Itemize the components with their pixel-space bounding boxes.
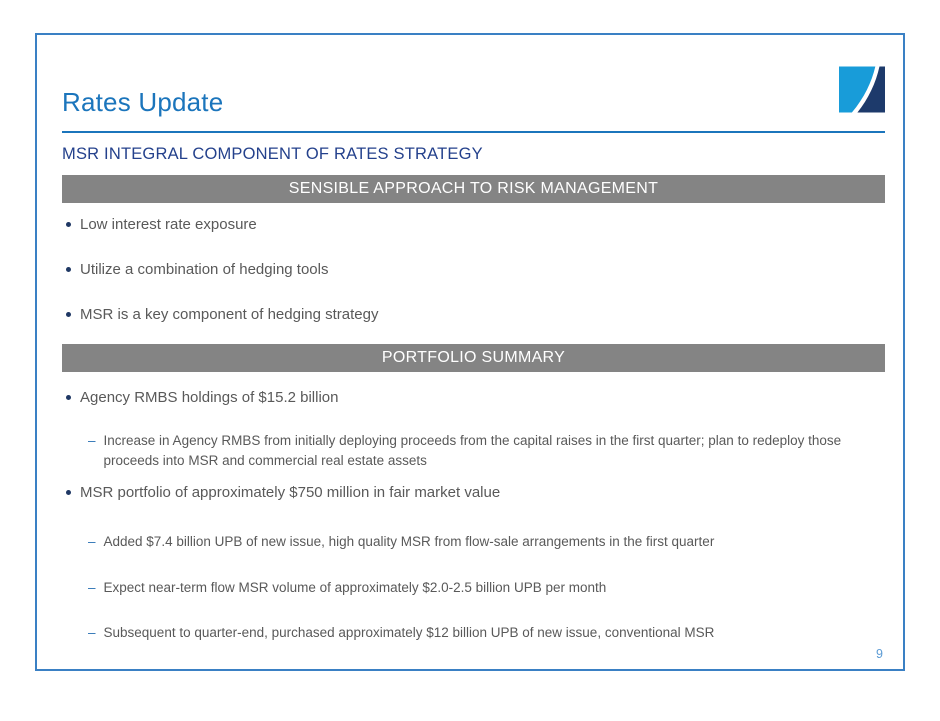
sub-bullet-text: Added $7.4 billion UPB of new issue, high quality MSR from flow-sale arrangements in the first quarter [103, 534, 715, 549]
slide-content [37, 87, 903, 721]
dash-marker-icon: – [88, 433, 96, 448]
dash-marker-icon: – [88, 580, 96, 595]
page-title: Rates Update [62, 87, 224, 117]
bullet-dot-icon [66, 222, 71, 227]
bullet-text: Low interest rate exposure [80, 216, 257, 233]
title-rule [62, 131, 885, 133]
portfolio-summary-bullet-list [62, 389, 885, 407]
dash-marker-icon: – [88, 534, 96, 549]
list-item [62, 261, 885, 279]
sub-bullet [88, 623, 885, 643]
bullet-dot-icon [66, 395, 71, 400]
sub-bullet [88, 532, 885, 552]
sub-bullet [88, 431, 885, 471]
logo-swoosh-icon [839, 66, 885, 113]
list-item [62, 484, 885, 502]
bullet-dot-icon [66, 490, 71, 495]
list-item [62, 216, 885, 234]
bullet-text: MSR is a key component of hedging strategy [80, 306, 379, 323]
bullet-text: MSR portfolio of approximately $750 million in fair market value [80, 484, 501, 501]
bullet-dot-icon [66, 312, 71, 317]
bullet-text: Utilize a combination of hedging tools [80, 261, 329, 278]
sub-bullet [88, 578, 885, 598]
bullet-text: Agency RMBS holdings of $15.2 billion [80, 389, 339, 406]
slide-frame [35, 33, 905, 671]
sub-bullet-text: Expect near-term flow MSR volume of approximately $2.0-2.5 billion UPB per month [103, 580, 607, 595]
page-number: 9 [876, 647, 883, 661]
section-banner-risk-management: SENSIBLE APPROACH TO RISK MANAGEMENT [62, 175, 885, 203]
risk-management-bullet-list [62, 216, 885, 324]
portfolio-summary-bullet-list [62, 484, 885, 502]
bullet-dot-icon [66, 267, 71, 272]
sub-bullet-text: Subsequent to quarter-end, purchased approximately $12 billion UPB of new issue, conventional MSR [103, 625, 715, 640]
list-item [62, 389, 885, 407]
list-item [62, 306, 885, 324]
company-logo [839, 66, 885, 113]
slide-subtitle: MSR INTEGRAL COMPONENT OF RATES STRATEGY [62, 145, 483, 163]
section-banner-portfolio-summary: PORTFOLIO SUMMARY [62, 344, 885, 372]
dash-marker-icon: – [88, 625, 96, 640]
sub-bullet-text: Increase in Agency RMBS from initially deploying proceeds from the capital raises in the first quarter; plan to redeploy those proceeds into MSR and commercial real estate assets [103, 433, 842, 468]
